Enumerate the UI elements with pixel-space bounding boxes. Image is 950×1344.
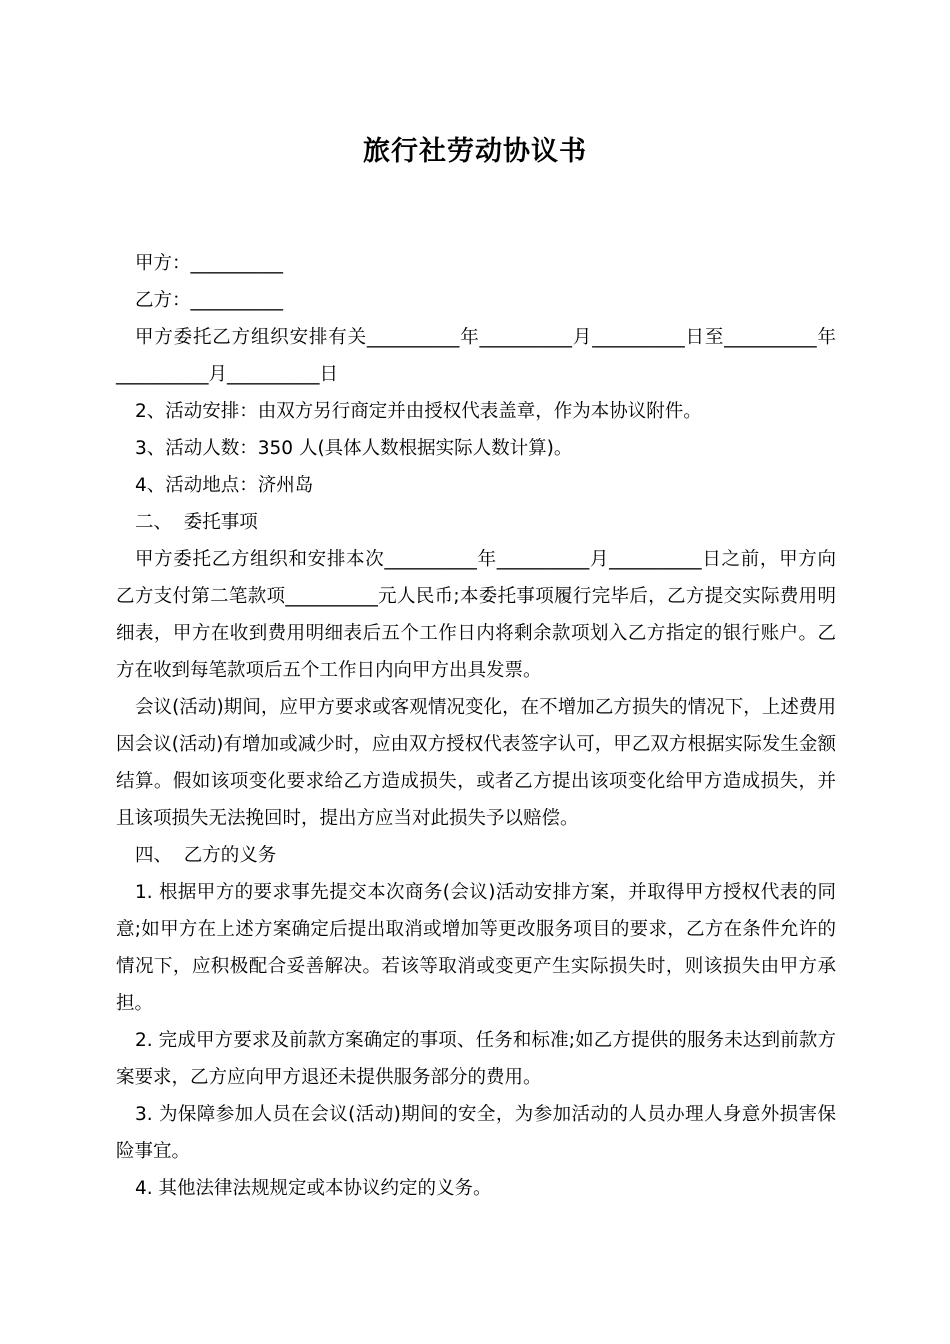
section-heading-entrusted-matters: 二、 委托事项	[135, 512, 258, 533]
entrust-period-paragraph: 甲方委托乙方组织安排有关__________年__________月__________日至__________年__________月__________日	[116, 327, 836, 385]
activity-location-item: 4、活动地点：济州岛	[135, 475, 314, 496]
document-body	[116, 245, 836, 1207]
changes-paragraph: 会议(活动)期间，应甲方要求或客观情况变化，在不增加乙方损失的情况下，上述费用因会议(活动)有增加或减少时，应由双方授权代表签字认可，甲乙双方根据实际发生金额结算。假如该项变化要求给乙方造成损失，或者乙方提出该项变化给甲方造成损失，并且该项损失无法挽回时，提出方应当对此损失予以赔偿。	[116, 697, 836, 829]
activity-arrangement-item: 2、活动安排：由双方另行商定并由授权代表盖章，作为本协议附件。	[135, 401, 702, 422]
section-heading-party-b-duties: 四、 乙方的义务	[135, 845, 277, 866]
duty-item-4: 4. 其他法律法规规定或本协议约定的义务。	[135, 1178, 492, 1199]
duty-item-1: 1. 根据甲方的要求事先提交本次商务(会议)活动安排方案，并取得甲方授权代表的同意;如甲方在上述方案确定后提出取消或增加等更改服务项目的要求，乙方在条件允许的情况下，应积极配合妥善解决。若该等取消或变更产生实际损失时，则该损失由甲方承担。	[116, 882, 836, 1014]
activity-headcount-item: 3、活动人数：350 人(具体人数根据实际人数计算)。	[135, 438, 573, 459]
party-a-line: 甲方：__________	[135, 253, 284, 274]
payment-paragraph: 甲方委托乙方组织和安排本次__________年__________月__________日之前，甲方向乙方支付第二笔款项__________元人民币;本委托事项履行完毕后，乙方提交实际费用明细表，甲方在收到费用明细表后五个工作日内将剩余款项划入乙方指定的银行账户。乙方在收到每笔款项后五个工作日内向甲方出具发票。	[116, 549, 836, 681]
party-b-line: 乙方：__________	[135, 290, 284, 311]
duty-item-2: 2. 完成甲方要求及前款方案确定的事项、任务和标准;如乙方提供的服务未达到前款方案要求，乙方应向甲方退还未提供服务部分的费用。	[116, 1030, 836, 1088]
document-title: 旅行社劳动协议书	[363, 136, 587, 167]
duty-item-3: 3. 为保障参加人员在会议(活动)期间的安全，为参加活动的人员办理人身意外损害保险事宜。	[116, 1104, 836, 1162]
